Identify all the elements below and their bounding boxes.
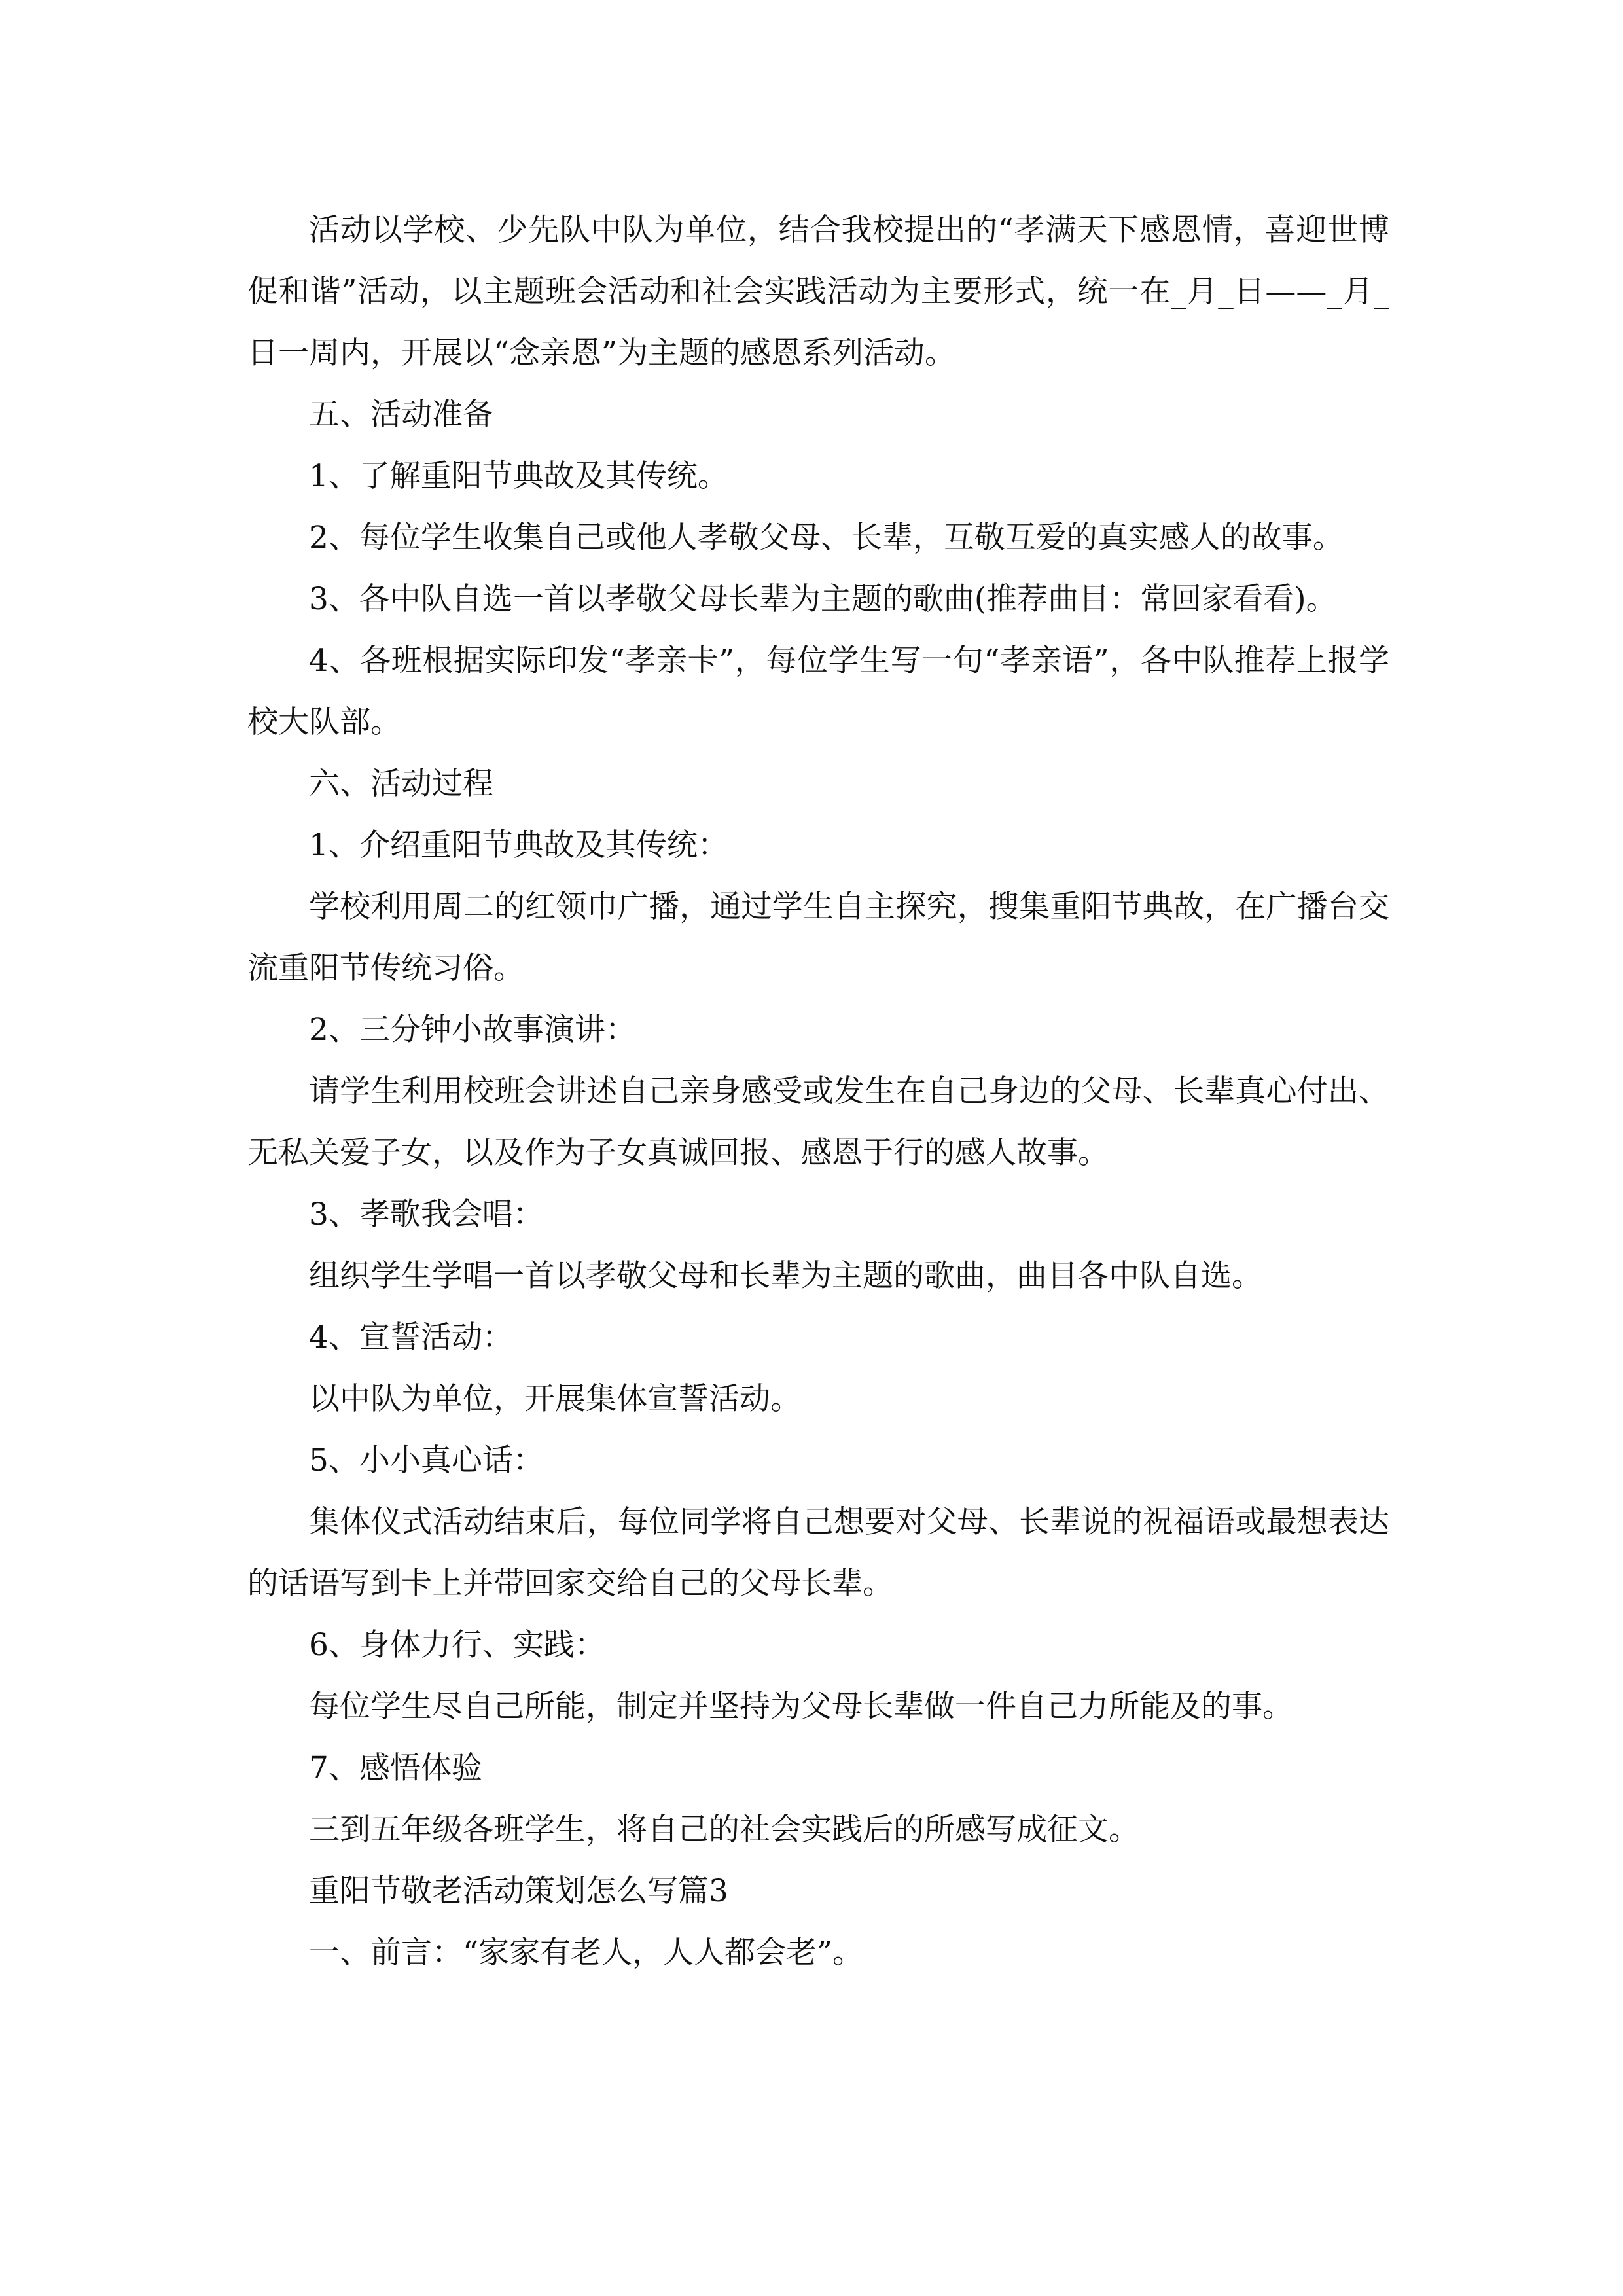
subheading: 6、身体力行、实践： bbox=[309, 1627, 605, 1663]
list-item: 1、了解重阳节典故及其传统。 bbox=[309, 458, 728, 494]
subheading: 3、孝歌我会唱： bbox=[309, 1196, 544, 1232]
paragraph: 每位学生尽自己所能，制定并坚持为父母长辈做一件自己力所能及的事。 bbox=[309, 1689, 1293, 1725]
paragraph: 请学生利用校班会讲述自己亲身感受或发生在自己身边的父母、长辈真心付出、无私关爱子女，以及作为子女真诚回报、感恩于行的感人故事。 bbox=[247, 1073, 1389, 1171]
paragraph: 三到五年级各班学生，将自己的社会实践后的所感写成征文。 bbox=[309, 1812, 1139, 1848]
subheading: 2、三分钟小故事演讲： bbox=[309, 1012, 636, 1048]
subheading: 7、感悟体验 bbox=[309, 1750, 482, 1786]
section-heading-process: 六、活动过程 bbox=[309, 766, 493, 802]
document-body bbox=[247, 200, 1389, 1984]
list-item: 2、每位学生收集自己或他人孝敬父母、长辈，互敬互爱的真实感人的故事。 bbox=[309, 520, 1344, 556]
paragraph: 组织学生学唱一首以孝敬父母和长辈为主题的歌曲，曲目各中队自选。 bbox=[309, 1258, 1262, 1294]
list-item: 4、各班根据实际印发“孝亲卡”，每位学生写一句“孝亲语”，各中队推荐上报学校大队部。 bbox=[247, 643, 1389, 740]
paragraph: 学校利用周二的红领巾广播，通过学生自主探究，搜集重阳节典故，在广播台交流重阳节传统习俗。 bbox=[247, 889, 1389, 986]
subheading: 4、宣誓活动： bbox=[309, 1319, 513, 1355]
paragraph: 集体仪式活动结束后，每位同学将自己想要对父母、长辈说的祝福语或最想表达的话语写到卡上并带回家交给自己的父母长辈。 bbox=[247, 1504, 1389, 1602]
section-heading-preparation: 五、活动准备 bbox=[309, 397, 493, 433]
list-item: 3、各中队自选一首以孝敬父母长辈为主题的歌曲(推荐曲目：常回家看看)。 bbox=[309, 581, 1337, 617]
paragraph: 以中队为单位，开展集体宣誓活动。 bbox=[309, 1381, 801, 1417]
subheading: 1、介绍重阳节典故及其传统： bbox=[309, 827, 728, 863]
paragraph-activity-intro: 活动以学校、少先队中队为单位，结合我校提出的“孝满天下感恩情，喜迎世博促和谐”活动，以主题班会活动和社会实践活动为主要形式，统一在_月_日——_月_日一周内，开展以“念亲恩”为主题的感恩系列活动。 bbox=[247, 212, 1389, 371]
subheading: 5、小小真心话： bbox=[309, 1443, 544, 1479]
article-title: 重阳节敬老活动策划怎么写篇3 bbox=[309, 1873, 728, 1909]
paragraph: 一、前言：“家家有老人，人人都会老”。 bbox=[309, 1935, 864, 1971]
